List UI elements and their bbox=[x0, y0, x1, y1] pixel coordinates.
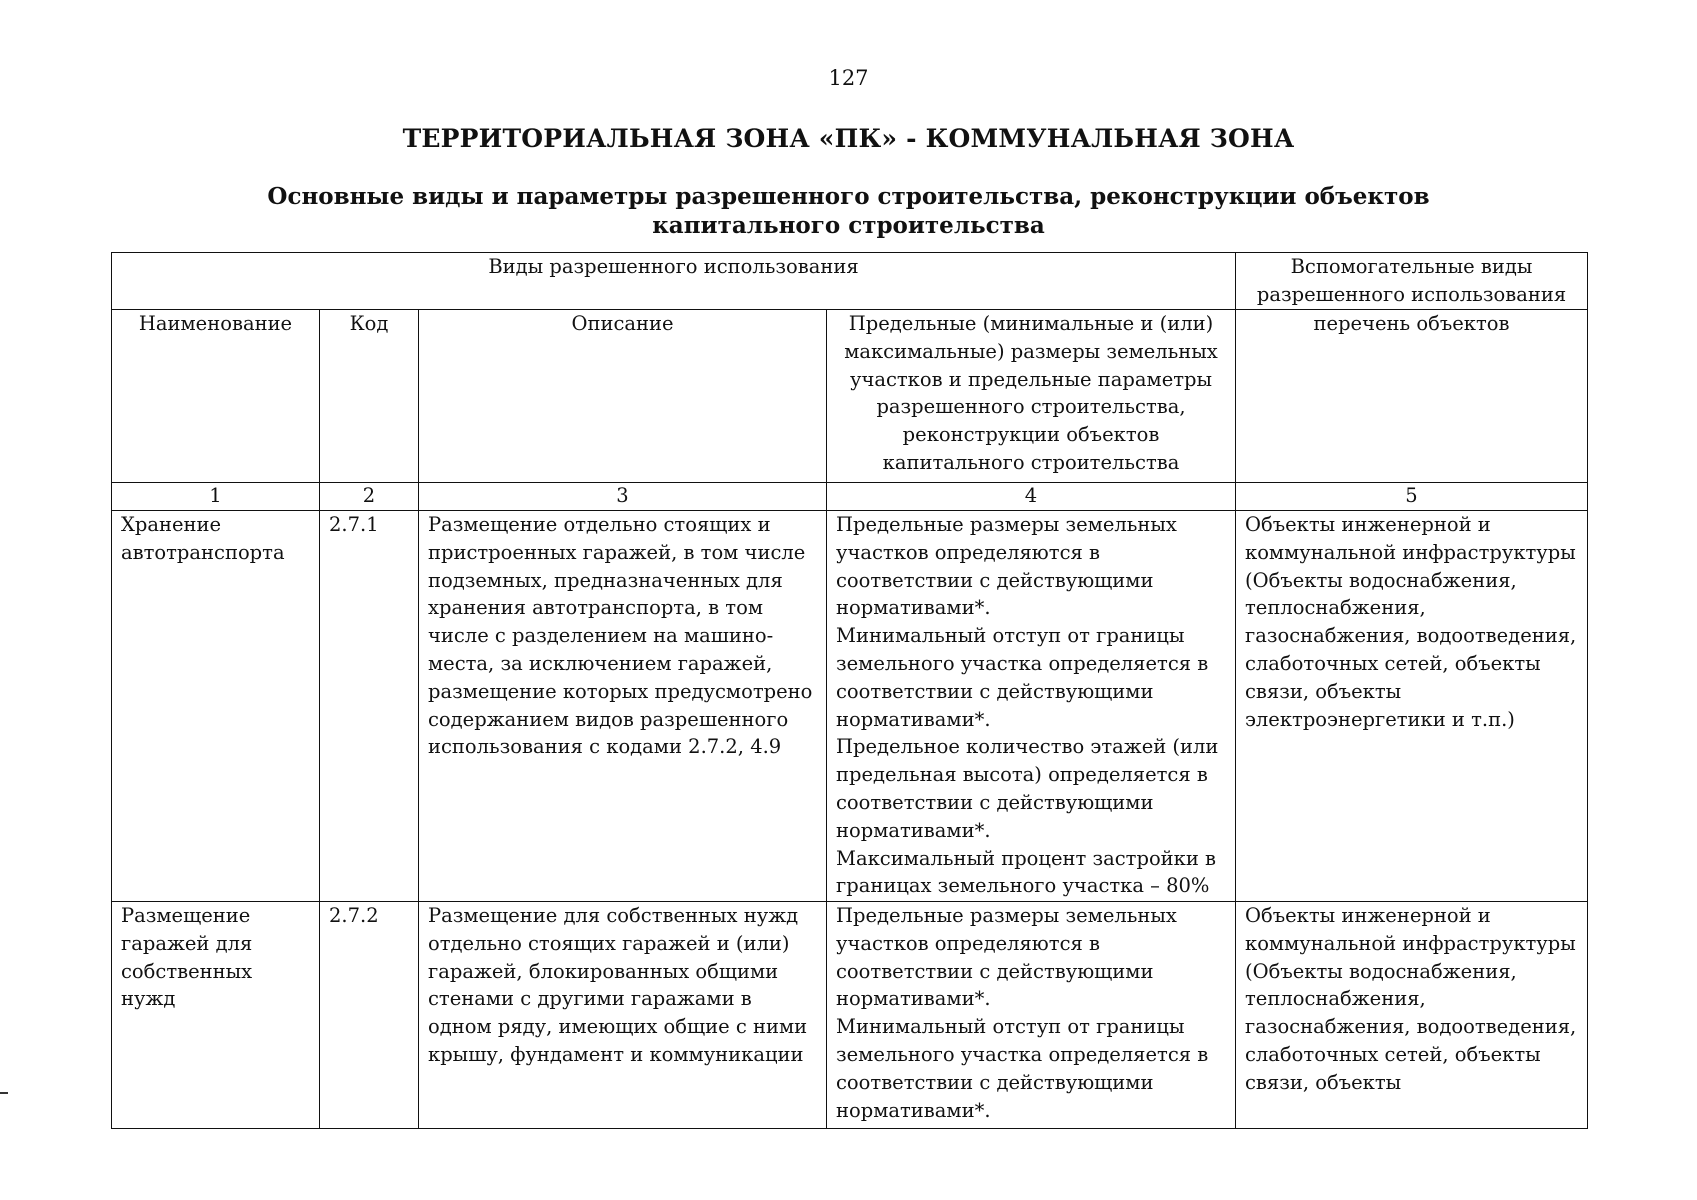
zoning-table bbox=[111, 252, 1588, 1129]
column-header-code: Код bbox=[320, 310, 419, 483]
section-subtitle: Основные виды и параметры разрешенного строительства, реконструкции объектов капитального строительства bbox=[267, 183, 1430, 239]
column-number: 3 bbox=[419, 483, 827, 511]
cell-params: Предельные размеры земельных участков определяются в соответствии с действующими нормативами*. Минимальный отступ от границы земельного участка определяется в соответствии с действующими нормативами*. bbox=[827, 902, 1236, 1129]
aux-header-cell: Вспомогательные виды разрешенного использования bbox=[1236, 253, 1588, 310]
cell-code: 2.7.2 bbox=[320, 902, 419, 1129]
column-header-description: Описание bbox=[419, 310, 827, 483]
cell-aux: Объекты инженерной и коммунальной инфраструктуры (Объекты водоснабжения, теплоснабжения, газоснабжения, водоотведения, слаботочных сетей, объекты связи, объекты электроэнергетики и т.п.) bbox=[1236, 511, 1588, 902]
cell-name: Размещение гаражей для собственных нужд bbox=[112, 902, 320, 1129]
table-row bbox=[112, 902, 1588, 1129]
table-row bbox=[112, 511, 1588, 902]
table-column-header-row bbox=[112, 310, 1588, 483]
page-number: 127 bbox=[828, 66, 869, 90]
group-header-cell: Виды разрешенного использования bbox=[112, 253, 1236, 310]
cell-name: Хранение автотранспорта bbox=[112, 511, 320, 902]
column-number: 5 bbox=[1236, 483, 1588, 511]
cell-aux: Объекты инженерной и коммунальной инфраструктуры (Объекты водоснабжения, теплоснабжения, газоснабжения, водоотведения, слаботочных сетей, объекты связи, объекты bbox=[1236, 902, 1588, 1129]
column-number-row bbox=[112, 483, 1588, 511]
column-header-objects: перечень объектов bbox=[1236, 310, 1588, 483]
cell-description: Размещение для собственных нужд отдельно стоящих гаражей и (или) гаражей, блокированных общими стенами с другими гаражами в одном ряду, имеющих общие с ними крышу, фундамент и коммуникации bbox=[419, 902, 827, 1129]
column-number: 4 bbox=[827, 483, 1236, 511]
column-number: 2 bbox=[320, 483, 419, 511]
margin-mark bbox=[0, 1092, 8, 1094]
column-header-name: Наименование bbox=[112, 310, 320, 483]
cell-code: 2.7.1 bbox=[320, 511, 419, 902]
column-number: 1 bbox=[112, 483, 320, 511]
column-header-params: Предельные (минимальные и (или) максимальные) размеры земельных участков и предельные параметры разрешенного строительства, реконструкции объектов капитального строительства bbox=[827, 310, 1236, 483]
cell-params: Предельные размеры земельных участков определяются в соответствии с действующими нормативами*. Минимальный отступ от границы земельного участка определяется в соответствии с действующими нормативами*. Предельное количество этажей (или предельная высота) определяется в соответствии с действующими нормативами*. Максимальный процент застройки в границах земельного участка – 80% bbox=[827, 511, 1236, 902]
cell-description: Размещение отдельно стоящих и пристроенных гаражей, в том числе подземных, предназначенных для хранения автотранспорта, в том числе с разделением на машино-места, за исключением гаражей, размещение которых предусмотрено содержанием видов разрешенного использования с кодами 2.7.2, 4.9 bbox=[419, 511, 827, 902]
table-group-header-row bbox=[112, 253, 1588, 310]
page-title: ТЕРРИТОРИАЛЬНАЯ ЗОНА «ПК» - КОММУНАЛЬНАЯ ЗОНА bbox=[402, 124, 1295, 153]
